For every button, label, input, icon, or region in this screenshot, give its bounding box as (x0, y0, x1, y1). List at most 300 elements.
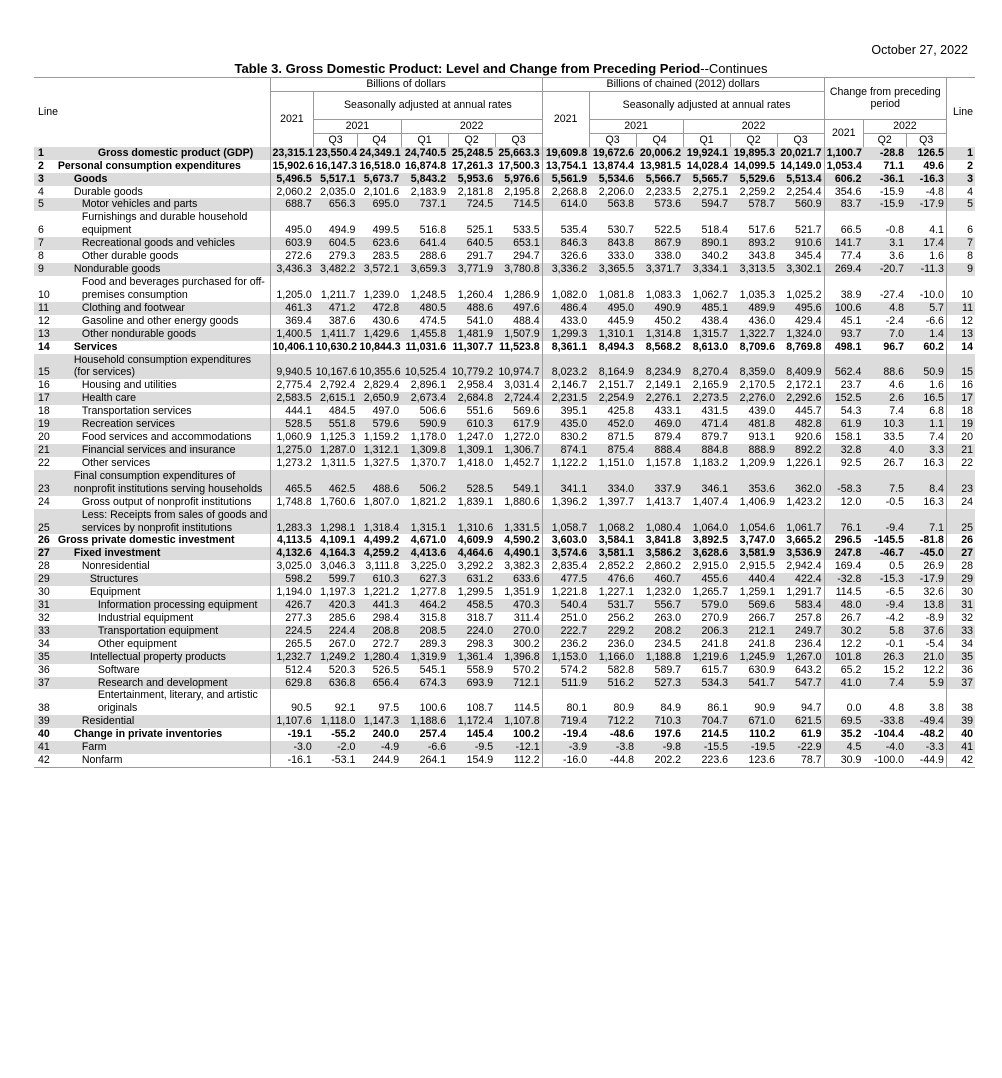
value-cell: 90.9 (754, 702, 776, 715)
value-cell: 3,313.5 (730, 263, 777, 276)
value-cell: 1,310.1 (589, 328, 636, 341)
value-cell: 8,359.0 (730, 354, 777, 380)
line-number: 17 (34, 392, 56, 405)
value-cell: 455.6 (683, 573, 730, 586)
value-cell: 4,413.6 (401, 547, 448, 560)
value-cell: 2,829.4 (363, 379, 400, 392)
value-cell: 435.0 (542, 418, 589, 431)
value-cell: 24,349.1 (359, 146, 401, 159)
value-cell: 541.0 (466, 314, 494, 327)
value-cell: 1,327.5 (363, 456, 400, 469)
line-number-right: 11 (946, 302, 975, 315)
line-number-right: 15 (946, 354, 975, 380)
value-cell: 535.4 (542, 211, 589, 237)
value-cell: -15.9 (879, 185, 904, 198)
value-cell: 7.4 (863, 677, 906, 690)
value-cell: 7.0 (863, 328, 906, 341)
value-cell: 32.8 (824, 444, 863, 457)
value-cell: 1,107.6 (270, 715, 314, 728)
value-cell: 16.3 (923, 456, 944, 469)
value-cell: 1,396.8 (495, 651, 542, 664)
value-cell: 486.4 (542, 302, 589, 315)
line-number: 37 (34, 677, 56, 690)
value-cell: 1,418.0 (457, 456, 494, 469)
value-cell: 1,053.4 (824, 160, 863, 173)
value-cell: 433.0 (542, 315, 589, 328)
value-cell: 0.0 (824, 689, 863, 715)
table-row (34, 586, 975, 599)
value-cell: 445.7 (795, 405, 822, 418)
value-cell: 422.4 (777, 573, 824, 586)
value-cell: 4.8 (863, 302, 906, 315)
table-row (34, 728, 975, 741)
value-cell: -0.8 (885, 224, 904, 237)
value-cell: -45.0 (906, 547, 946, 560)
value-cell: 16.3 (923, 495, 944, 508)
value-cell: -44.8 (589, 754, 636, 767)
value-cell: 2,273.5 (683, 392, 730, 405)
year-2022-header: 2022 (683, 119, 824, 133)
value-cell: 1,219.6 (683, 651, 730, 664)
billions-chained-header: Billions of chained (2012) dollars (542, 78, 824, 92)
value-cell: 551.8 (314, 418, 358, 431)
value-cell: 236.4 (795, 637, 822, 650)
value-cell: 2,254.4 (786, 185, 822, 198)
table-row (34, 547, 975, 560)
value-cell: 574.2 (542, 664, 589, 677)
table-body (34, 147, 975, 768)
value-cell: 714.5 (495, 198, 542, 211)
value-cell: 277.3 (270, 612, 314, 625)
value-cell: 8,494.3 (598, 340, 635, 353)
value-cell: 26.7 (824, 612, 863, 625)
value-cell: 465.5 (270, 470, 314, 496)
change-header: Change from preceding period (824, 78, 946, 120)
row-label: Health care (56, 392, 270, 405)
value-cell: 719.4 (542, 715, 589, 728)
value-cell: 5,513.4 (777, 173, 824, 186)
value-cell: 340.2 (701, 250, 729, 263)
line-number: 12 (38, 314, 50, 327)
value-cell: 5,529.6 (730, 173, 777, 186)
value-cell: -16.3 (906, 173, 946, 186)
value-cell: 712.2 (589, 715, 636, 728)
value-cell: 1,083.3 (645, 288, 682, 301)
value-cell: -17.9 (906, 573, 946, 586)
value-cell: 1,299.5 (457, 586, 494, 599)
value-cell: 621.5 (777, 715, 824, 728)
value-cell: 579.0 (683, 599, 730, 612)
line-number-right: 9 (946, 263, 975, 276)
value-cell: 10,779.2 (448, 354, 495, 380)
line-number: 40 (38, 728, 50, 741)
value-cell: 560.9 (777, 198, 824, 211)
value-cell: 10.3 (863, 418, 906, 431)
value-cell: 318.7 (466, 611, 494, 624)
value-cell: 633.6 (495, 573, 542, 586)
value-cell: -9.5 (448, 741, 495, 754)
table-row (34, 741, 975, 754)
row-label: Other services (81, 456, 151, 469)
value-cell: 1,272.0 (504, 431, 540, 444)
value-cell: 15,902.6 (270, 160, 314, 173)
value-cell: 1,125.3 (320, 431, 356, 444)
value-cell: 695.0 (357, 198, 401, 211)
value-cell: 888.9 (730, 444, 777, 457)
value-cell: 1,157.8 (645, 456, 682, 469)
value-cell: 2,852.2 (598, 560, 635, 573)
value-cell: 2,165.9 (692, 379, 729, 392)
value-cell: 4.0 (863, 444, 906, 457)
value-cell: 495.6 (777, 302, 824, 315)
value-cell: 208.2 (636, 625, 683, 638)
value-cell: 8,234.9 (636, 354, 683, 380)
value-cell: 439.0 (748, 405, 776, 418)
row-label: Intellectual property products (56, 651, 270, 664)
value-cell: 656.3 (314, 198, 358, 211)
value-cell: 86.1 (707, 702, 729, 715)
value-cell: 506.2 (401, 470, 448, 496)
value-cell: 671.0 (730, 715, 777, 728)
value-cell: 2,615.1 (314, 392, 358, 405)
value-cell: 629.8 (270, 677, 314, 690)
value-cell: 1,211.7 (320, 288, 356, 301)
value-cell: 8,709.6 (739, 340, 776, 353)
value-cell: 2,673.4 (401, 392, 448, 405)
line-number-right: 33 (946, 625, 975, 638)
value-cell: 298.3 (466, 637, 494, 650)
value-cell: 229.2 (589, 625, 636, 638)
value-cell: 13,874.4 (592, 159, 635, 172)
value-cell: 4,464.6 (448, 547, 495, 560)
line-number: 15 (34, 354, 56, 380)
value-cell: 2,259.2 (739, 185, 776, 198)
value-cell: 4,259.2 (357, 547, 401, 560)
value-cell: 8,568.2 (645, 340, 682, 353)
value-cell: 3,572.1 (357, 263, 401, 276)
value-cell: 65.2 (824, 664, 863, 677)
value-cell: 474.5 (419, 314, 447, 327)
line-number-right: 2 (946, 160, 975, 173)
value-cell: 541.7 (730, 677, 777, 690)
value-cell: 3.6 (889, 250, 904, 263)
value-cell: 1,423.2 (786, 495, 822, 508)
value-cell: 1,306.7 (495, 444, 542, 457)
value-cell: 631.2 (448, 573, 495, 586)
value-cell: -0.5 (885, 495, 904, 508)
value-cell: 10,974.7 (495, 354, 542, 380)
value-cell: 5,976.6 (495, 173, 542, 186)
value-cell: 441.3 (357, 599, 401, 612)
value-cell: 636.8 (314, 677, 358, 690)
value-cell: 10,630.2 (315, 340, 357, 353)
value-cell: -58.3 (824, 470, 863, 496)
value-cell: 234.5 (654, 637, 682, 650)
value-cell: 126.5 (906, 147, 946, 160)
table-row (34, 689, 975, 715)
value-cell: 244.9 (357, 754, 401, 767)
value-cell: 436.0 (748, 314, 776, 327)
value-cell: 8,409.9 (777, 354, 824, 380)
value-cell: 1,107.8 (495, 715, 542, 728)
value-cell: 1,188.8 (636, 651, 683, 664)
value-cell: 603.9 (270, 237, 314, 250)
value-cell: 14,028.4 (686, 159, 729, 172)
value-cell: 7.5 (863, 470, 906, 496)
value-cell: 1,118.0 (314, 715, 358, 728)
value-cell: 1,100.7 (824, 147, 863, 160)
value-cell: 5,566.7 (636, 173, 683, 186)
table-row (34, 651, 975, 664)
row-label: Goods (56, 173, 270, 186)
value-cell: 2,915.5 (739, 560, 776, 573)
value-cell: 3,584.1 (598, 534, 635, 547)
value-cell: 25,248.5 (448, 147, 495, 160)
value-cell: 1,221.8 (542, 586, 589, 599)
value-cell: 494.9 (328, 224, 356, 237)
line-number: 18 (38, 405, 50, 418)
value-cell: 257.8 (795, 611, 822, 624)
value-cell: 60.2 (923, 340, 944, 353)
quarter-header: Q2 (730, 133, 777, 146)
table-row (34, 754, 975, 767)
value-cell: 1,298.1 (314, 509, 358, 535)
value-cell: 1,068.2 (589, 509, 636, 535)
value-cell: 528.5 (270, 418, 314, 431)
value-cell: 17.4 (906, 237, 946, 250)
line-number: 7 (34, 237, 56, 250)
value-cell: 15.2 (883, 663, 904, 676)
line-number: 36 (38, 663, 50, 676)
value-cell: 1,153.0 (542, 651, 589, 664)
value-cell: 599.7 (314, 573, 358, 586)
value-cell: 1,309.8 (401, 444, 448, 457)
value-cell: 1,273.2 (270, 457, 314, 470)
value-cell: 2,183.9 (410, 185, 447, 198)
value-cell: 1,248.5 (410, 288, 447, 301)
table-row (34, 534, 975, 547)
value-cell: 1,062.7 (692, 288, 729, 301)
value-cell: 5,496.5 (270, 173, 314, 186)
value-cell: 270.9 (701, 611, 729, 624)
value-cell: 123.6 (730, 754, 777, 767)
table-title-main: Table 3. Gross Domestic Product: Level and Change from Preceding Period (234, 61, 701, 76)
line-number: 10 (38, 288, 50, 301)
table-row (34, 599, 975, 612)
value-cell: 2,146.7 (542, 379, 589, 392)
value-cell: 3,665.2 (786, 534, 822, 547)
value-cell: 1,275.0 (270, 444, 314, 457)
value-cell: 1,331.5 (495, 509, 542, 535)
value-cell: -32.8 (824, 573, 863, 586)
value-cell: 1,166.0 (589, 651, 636, 664)
value-cell: 2,268.8 (542, 186, 589, 199)
value-cell: 19,672.6 (589, 147, 636, 160)
value-cell: 879.4 (654, 431, 682, 444)
value-cell: 1.6 (929, 250, 944, 263)
value-cell: 485.1 (683, 302, 730, 315)
value-cell: 93.7 (824, 328, 863, 341)
row-label: Transportation services (81, 405, 192, 418)
value-cell: 4,164.3 (314, 547, 358, 560)
value-cell: -48.2 (919, 728, 944, 741)
value-cell: 7.4 (889, 405, 904, 418)
value-cell: 3,574.6 (542, 547, 589, 560)
value-cell: 267.0 (328, 637, 356, 650)
value-cell: 1,280.4 (357, 651, 401, 664)
value-cell: 241.8 (748, 637, 776, 650)
value-cell: 2,276.0 (730, 392, 777, 405)
table-row (34, 509, 975, 535)
value-cell: 1,322.7 (730, 328, 777, 341)
value-cell: 92.5 (824, 457, 863, 470)
value-cell: -4.9 (357, 741, 401, 754)
line-number-right: 25 (946, 509, 975, 535)
value-cell: 112.2 (495, 754, 542, 767)
value-cell: 249.7 (777, 625, 824, 638)
value-cell: 1,481.9 (448, 328, 495, 341)
value-cell: 4.6 (889, 379, 904, 392)
value-cell: 488.4 (513, 314, 540, 327)
row-label: Personal consumption expenditures (57, 159, 241, 172)
value-cell: 11,031.6 (405, 340, 447, 353)
value-cell: 1,060.9 (270, 431, 314, 444)
value-cell: 8,164.9 (589, 354, 636, 380)
value-cell: -55.2 (331, 728, 356, 741)
row-label: Nonfarm (56, 754, 270, 767)
value-cell: -10.0 (919, 288, 944, 301)
value-cell: 30.2 (824, 625, 863, 638)
line-number: 6 (38, 224, 44, 237)
value-cell: 570.2 (513, 663, 540, 676)
value-cell: 1,209.9 (739, 456, 776, 469)
value-cell: 1,315.1 (401, 509, 448, 535)
row-label: Recreational goods and vehicles (56, 237, 270, 250)
value-cell: 1,455.8 (401, 328, 448, 341)
value-cell: 1,151.0 (598, 456, 635, 469)
value-cell: 920.6 (795, 431, 822, 444)
value-cell: 674.3 (401, 677, 448, 690)
value-cell: 520.3 (328, 663, 356, 676)
value-cell: 450.2 (654, 314, 682, 327)
value-cell: 80.1 (542, 689, 589, 715)
value-cell: -36.1 (863, 173, 906, 186)
table-row (34, 612, 975, 625)
value-cell: 2,275.1 (692, 185, 729, 198)
value-cell: 1,061.7 (777, 509, 824, 535)
value-cell: 5,565.7 (683, 173, 730, 186)
row-label: Transportation equipment (56, 625, 270, 638)
value-cell: 1,159.2 (363, 431, 400, 444)
value-cell: 438.4 (701, 314, 729, 327)
value-cell: 3,659.3 (401, 263, 448, 276)
value-cell: 19,924.1 (683, 147, 730, 160)
value-cell: 214.5 (701, 728, 729, 741)
value-cell: -0.1 (885, 637, 904, 650)
seasonally-adjusted-header: Seasonally adjusted at annual rates (589, 91, 824, 119)
value-cell: 1,178.0 (410, 431, 447, 444)
row-label: Structures (56, 573, 270, 586)
row-label: Industrial equipment (97, 611, 194, 624)
value-cell: 469.0 (636, 418, 683, 431)
value-cell: -22.9 (777, 741, 824, 754)
value-cell: 346.1 (683, 470, 730, 496)
line-number: 26 (38, 534, 50, 547)
value-cell: -46.7 (863, 547, 906, 560)
line-number: 25 (34, 509, 56, 535)
value-cell: 110.2 (749, 728, 776, 741)
table-row (34, 379, 975, 392)
value-cell: 1,058.7 (542, 509, 589, 535)
value-cell: -104.4 (873, 728, 904, 741)
line-number: 24 (38, 495, 50, 508)
line-number-right: 39 (946, 715, 975, 728)
value-cell: 202.2 (636, 754, 683, 767)
line-header: Line (34, 78, 56, 147)
value-cell: 488.6 (448, 302, 495, 315)
value-cell: 80.9 (613, 702, 635, 715)
value-cell: 20,006.2 (636, 147, 683, 160)
line-number: 22 (38, 456, 50, 469)
value-cell: 84.9 (660, 702, 682, 715)
value-cell: 1,247.0 (457, 431, 494, 444)
table-header (34, 78, 975, 147)
value-cell: 23,550.4 (315, 146, 357, 159)
value-cell: 236.2 (542, 638, 589, 651)
value-cell: 5,843.2 (401, 173, 448, 186)
value-cell: 484.5 (328, 405, 356, 418)
value-cell: 498.1 (824, 341, 863, 354)
quarter-header: Q3 (589, 133, 636, 146)
value-cell: 208.5 (401, 625, 448, 638)
value-cell: 3,482.2 (314, 263, 358, 276)
line-number-right: 1 (946, 147, 975, 160)
value-cell: 1,311.5 (320, 456, 356, 469)
value-cell: -4.2 (885, 611, 904, 624)
value-cell: 582.8 (607, 663, 635, 676)
value-cell: 610.3 (357, 573, 401, 586)
value-cell: 704.7 (683, 715, 730, 728)
value-cell: 3,780.8 (495, 263, 542, 276)
value-cell: 526.5 (372, 663, 400, 676)
value-cell: 506.6 (419, 405, 447, 418)
value-cell: 1,310.6 (448, 509, 495, 535)
value-cell: -16.1 (270, 754, 314, 767)
value-cell: 145.4 (466, 728, 494, 741)
value-cell: 893.2 (730, 237, 777, 250)
value-cell: 1,277.8 (410, 586, 447, 599)
value-cell: -15.3 (863, 573, 906, 586)
value-cell: 92.1 (334, 702, 356, 715)
line-header-right: Line (946, 78, 975, 147)
table-row (34, 560, 975, 573)
quarter-header: Q1 (683, 133, 730, 146)
value-cell: 100.2 (513, 728, 540, 741)
value-cell: 495.0 (589, 302, 636, 315)
value-cell: 516.2 (589, 677, 636, 690)
value-cell: 1,232.7 (270, 651, 314, 664)
value-cell: 1,194.0 (270, 586, 314, 599)
quarter-header: Q3 (314, 133, 358, 146)
row-label: Recreation services (56, 418, 270, 431)
value-cell: 30.9 (824, 754, 863, 767)
value-cell: 471.4 (683, 418, 730, 431)
table-row (34, 677, 975, 690)
value-cell: 78.7 (777, 754, 824, 767)
value-cell: 737.1 (401, 198, 448, 211)
value-cell: 4.8 (889, 702, 904, 715)
value-cell: 3,111.8 (365, 560, 400, 573)
